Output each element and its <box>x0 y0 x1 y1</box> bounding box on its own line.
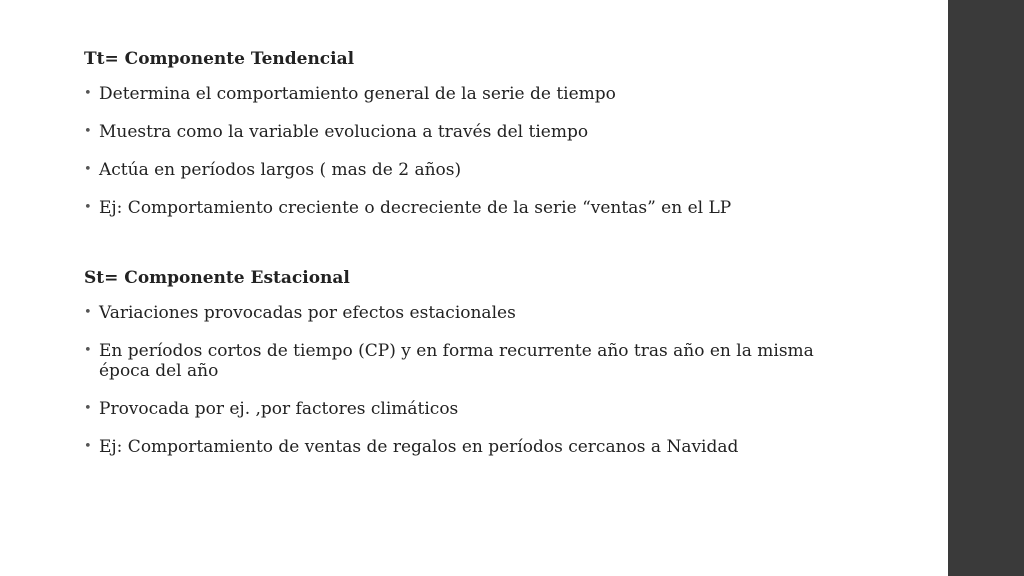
bullet-item: • Variaciones provocadas por efectos estacionales <box>84 303 844 323</box>
section-heading-estacional: St= Componente Estacional <box>84 268 350 288</box>
bullet-list-estacional <box>84 303 844 457</box>
bullet-item: • Determina el comportamiento general de la serie de tiempo <box>84 84 844 104</box>
decorative-side-bar <box>948 0 1024 576</box>
bullet-item: • Provocada por ej. ,por factores climáticos <box>84 399 844 419</box>
bullet-item: • Actúa en períodos largos ( mas de 2 años) <box>84 160 844 180</box>
section-heading-tendencial: Tt= Componente Tendencial <box>84 49 355 69</box>
bullet-item: • En períodos cortos de tiempo (CP) y en forma recurrente año tras año en la misma época del año <box>84 341 844 381</box>
bullet-item: • Ej: Comportamiento de ventas de regalos en períodos cercanos a Navidad <box>84 437 844 457</box>
bullet-list-tendencial <box>84 84 844 218</box>
section-spacer <box>84 218 844 265</box>
slide-content <box>84 46 844 457</box>
bullet-item: • Ej: Comportamiento creciente o decreciente de la serie “ventas” en el LP <box>84 198 844 218</box>
bullet-item: • Muestra como la variable evoluciona a través del tiempo <box>84 122 844 142</box>
